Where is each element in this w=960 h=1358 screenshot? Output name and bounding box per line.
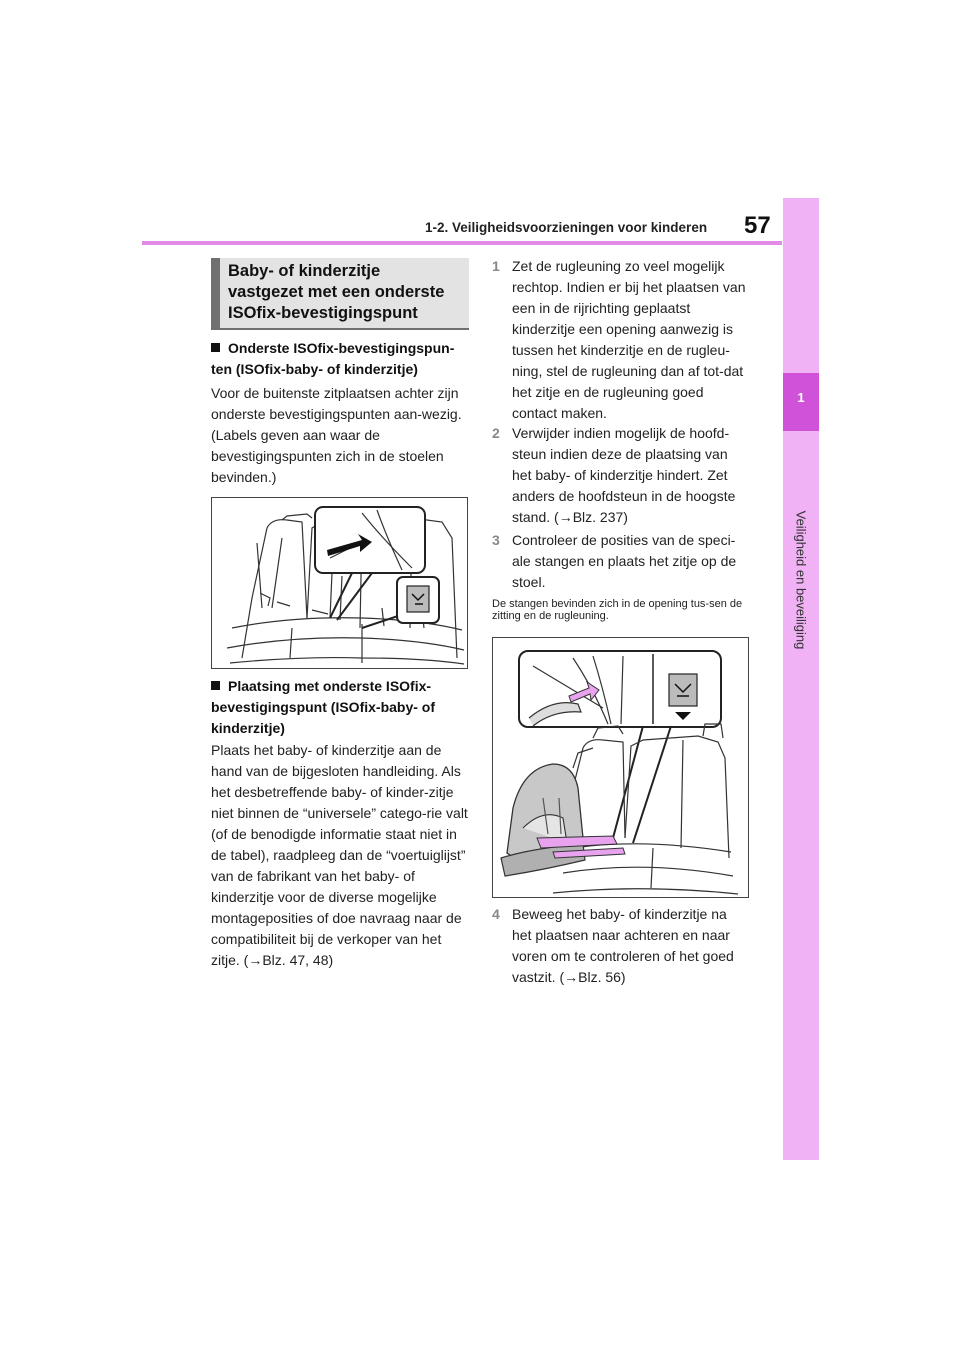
chapter-tab (783, 198, 819, 1160)
section-title: 1-2. Veiligheidsvoorzieningen voor kinderen (425, 220, 708, 235)
step-number: 2 (492, 425, 500, 441)
page-number: 57 (744, 212, 771, 239)
step-3 (492, 530, 750, 593)
chapter-number: 1 (797, 390, 805, 405)
step-text: Verwijder indien mogelijk de hoofd-steun indien deze de plaatsing van het baby- of kinderzitje hindert. Zet anders de hoofdsteun in de hoogste stand. (→Blz. 237) (512, 425, 736, 525)
step-number: 3 (492, 532, 500, 548)
step-text: Controleer de posities van de speci-ale stangen en plaats het zitje op de stoel. (512, 532, 737, 590)
figure-lower-anchors (211, 497, 468, 669)
illustration-child-seat-install (493, 638, 748, 897)
note-text: De stangen bevinden zich in de opening tus-sen de zitting en de rugleuning. (492, 598, 743, 622)
heading-box-text: Baby- of kinderzitje vastgezet met een onderste ISOfix-bevestigingspunt (228, 262, 445, 322)
bullet-heading-1-text: Onderste ISOfix-bevestigingspun-ten (ISOfix-baby- of kinderzitje) (211, 340, 455, 377)
bullet-body-1: Voor de buitenste zitplaatsen achter zijn onderste bevestigingspunten aan-wezig. (Labels geven aan waar de bevestigingspunten zich in de stoelen bevinden.) (211, 385, 462, 485)
step-text: Beweeg het baby- of kinderzitje na het plaatsen naar achteren en naar voren om te controleren of het goed vastzit. (→Blz. 56) (512, 906, 734, 985)
heading-box (211, 258, 469, 330)
bullet-heading-2 (211, 676, 473, 739)
bullet-heading-2-text: Plaatsing met onderste ISOfix-bevestigingspunt (ISOfix-baby- of kinderzitje) (211, 678, 436, 736)
step-number: 1 (492, 258, 500, 274)
chapter-label: Veiligheid en beveiliging (793, 510, 809, 650)
bullet-body-2: Plaats het baby- of kinderzitje aan de hand van de bijgesloten handleiding. Als het desbetreffende baby- of kinder-zitje niet binnen de “universele” catego-rie valt (of de benodigde informatie staat niet in de tabel), raadpleeg dan de “voertuiglijst” van de fabrikant van het baby- of kinderzitje voor de diverse mogelijke montageposities of doe navraag naar de compatibiliteit bij de verkoper van het zitje. (→Blz. 47, 48) (211, 742, 468, 968)
step-1 (492, 256, 750, 424)
bullet-square-icon (211, 681, 220, 690)
figure-install-seat (492, 637, 749, 898)
header-rule (142, 241, 782, 245)
bullet-square-icon (211, 343, 220, 352)
callout-label (362, 577, 439, 628)
child-seat (501, 764, 625, 876)
step-4 (492, 904, 750, 988)
bullet-heading-1 (211, 338, 473, 380)
illustration-rear-seat (212, 498, 467, 668)
step-2 (492, 423, 750, 528)
step-text: Zet de rugleuning zo veel mogelijk rechtop. Indien er bij het plaatsen van een in de rijrichting geplaatst kinderzitje een opening aanwezig is tussen het kinderzitje en de rugleu-ning, stel de rugleuning dan af tot-dat het zitje en de rugleuning goed contact maken. (512, 258, 746, 421)
step-number: 4 (492, 906, 500, 922)
